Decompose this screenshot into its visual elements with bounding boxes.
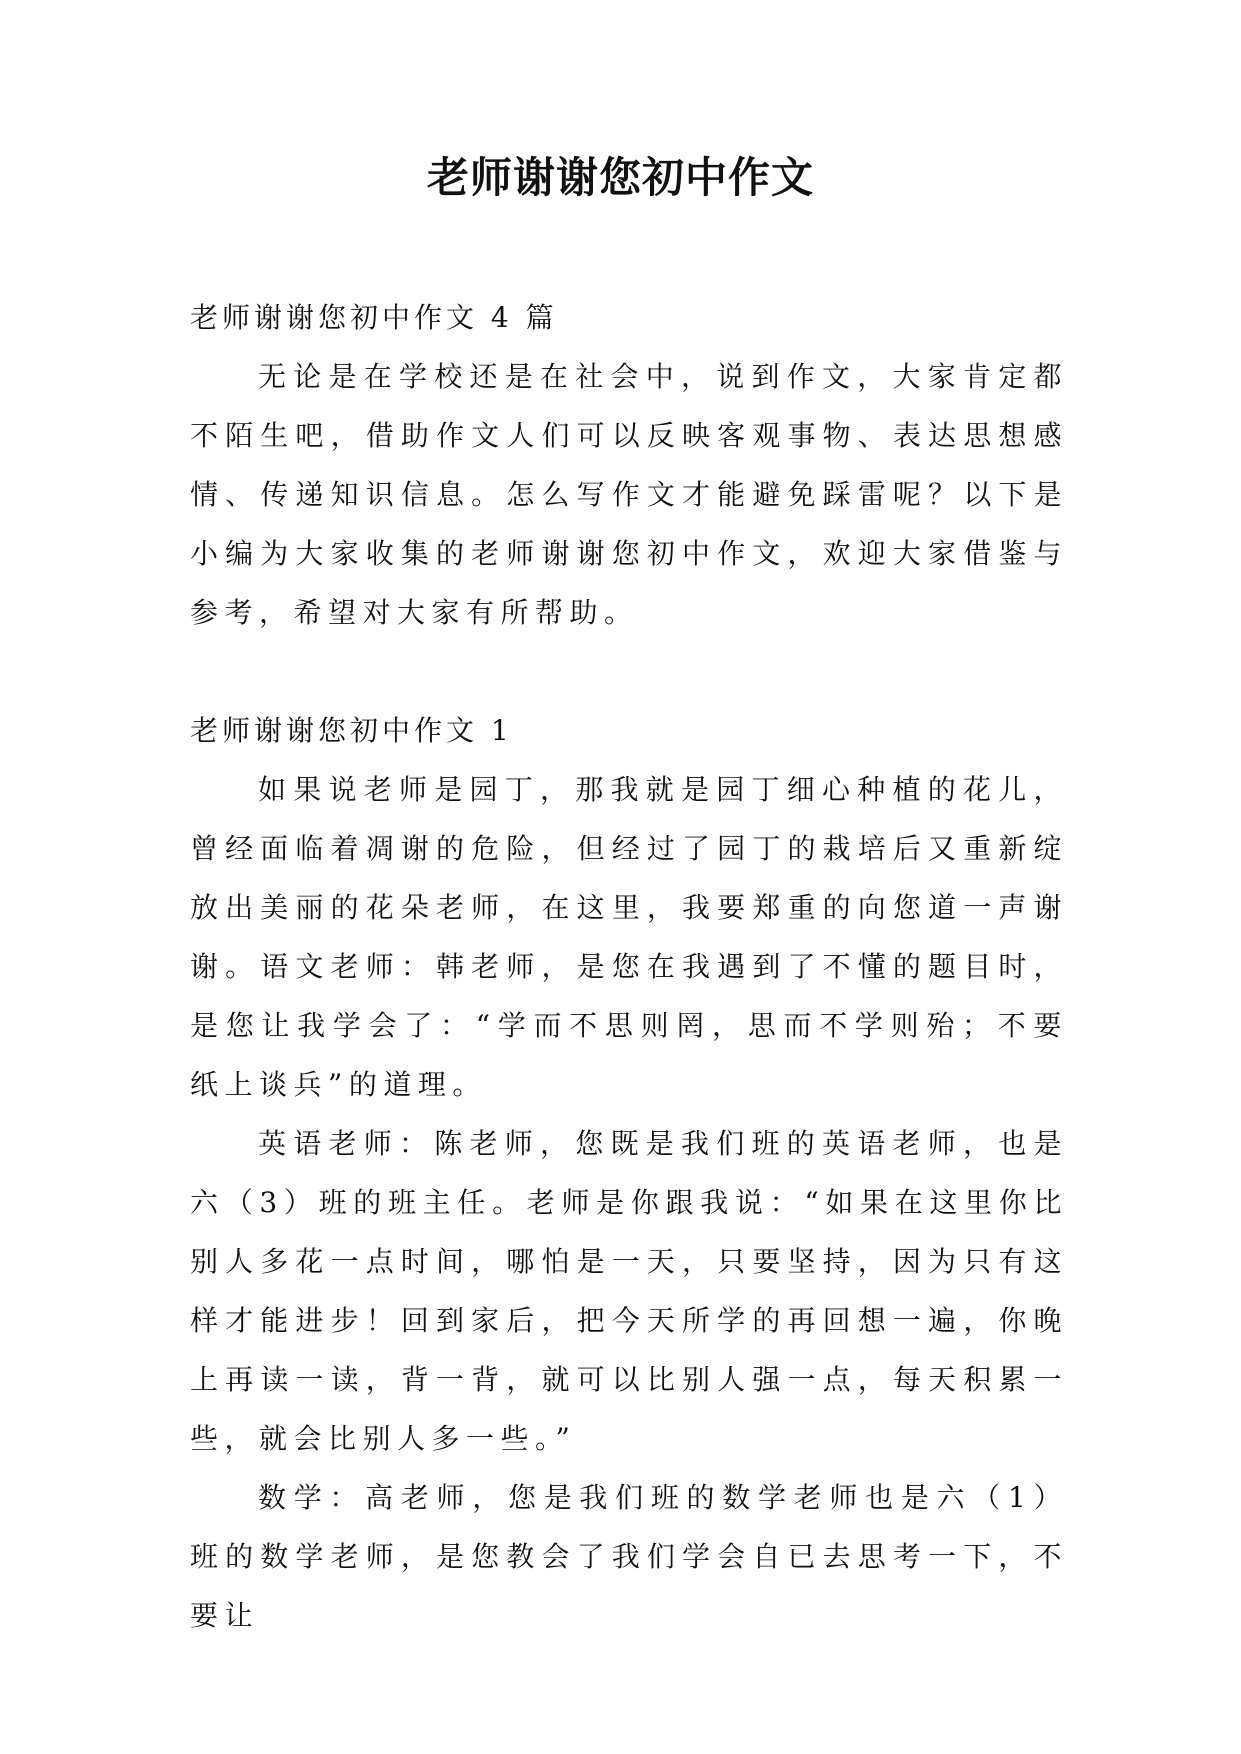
document-title: 老师谢谢您初中作文	[426, 153, 814, 202]
essay1-paragraph: 数学：高老师，您是我们班的数学老师也是六（1）班的数学老师，是您教会了我们学会自已去思考一下，不要让	[190, 1481, 1068, 1632]
essay1-paragraph: 英语老师：陈老师，您既是我们班的英语老师，也是六（3）班的班主任。老师是你跟我说：“如果在这里你比别人多花一点时间，哪怕是一天，只要坚持，因为只有这样才能进步！回到家后，把今天所学的再回想一遍，你晚上再读一读，背一背，就可以比别人强一点，每天积累一些，就会比别人多一些。”	[190, 1127, 1068, 1455]
intro-paragraph: 无论是在学校还是在社会中，说到作文，大家肯定都不陌生吧，借助作文人们可以反映客观事物、表达思想感情、传递知识信息。怎么写作文才能避免踩雷呢？以下是小编为大家收集的老师谢谢您初中作文，欢迎大家借鉴与参考，希望对大家有所帮助。	[190, 360, 1068, 629]
essay1-heading: 老师谢谢您初中作文 1	[190, 714, 513, 747]
document-body	[190, 288, 1068, 1645]
essay1-paragraph: 如果说老师是园丁，那我就是园丁细心种植的花儿，曾经面临着凋谢的危险，但经过了园丁的栽培后又重新绽放出美丽的花朵老师，在这里，我要郑重的向您道一声谢谢。语文老师：韩老师，是您在我遇到了不懂的题目时，是您让我学会了：“学而不思则罔，思而不学则殆；不要纸上谈兵”的道理。	[190, 773, 1068, 1101]
section-spacer	[190, 642, 1068, 701]
intro-heading: 老师谢谢您初中作文 4 篇	[190, 301, 558, 334]
